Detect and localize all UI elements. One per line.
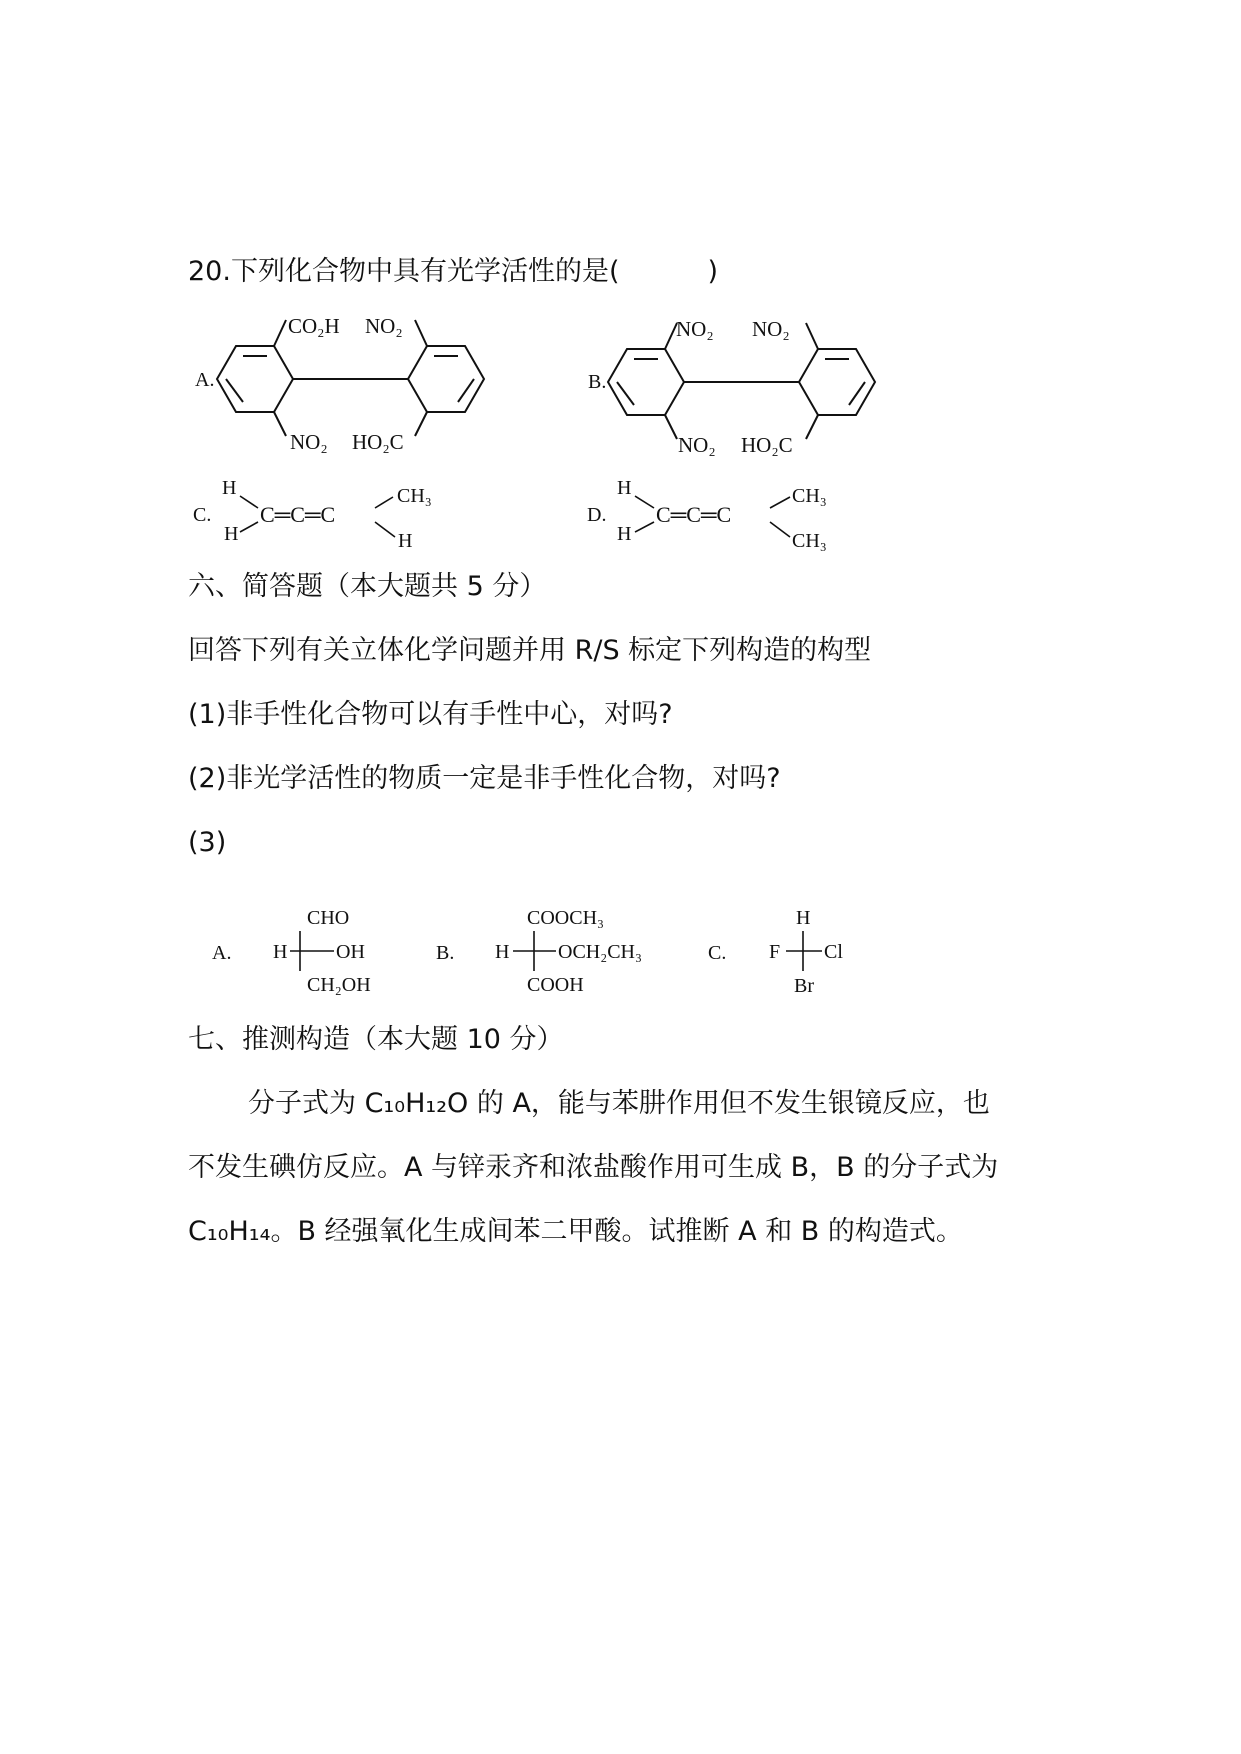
question-20 [188,255,718,289]
option-c-h2: H [224,523,239,545]
section-6-q3: (3) [188,827,227,858]
fischer-c-label: C. [708,942,727,964]
option-d-r1: CH₃ [792,485,827,507]
option-a-top-right: NO₂ [365,314,403,338]
fischer-b-label: B. [436,942,455,964]
fischer-b-bottom: COOH [527,974,584,996]
option-c-h1: H [222,477,237,499]
fischer-a-top: CHO [307,907,350,929]
option-c-r1: CH₃ [397,485,432,507]
option-d-h1: H [617,477,632,499]
question-20-text: 20.下列化合物中具有光学活性的是( [188,256,620,287]
option-b-label: B. [588,371,607,393]
fischer-c-right: Cl [824,941,843,963]
option-a-top-left: CO₂H [288,314,340,338]
section-6-q1: (1)非手性化合物可以有手性中心，对吗? [188,699,673,730]
fischer-c-cross [786,931,822,971]
option-b-top-left: NO₂ [676,317,714,341]
option-b-bottom-left: NO₂ [678,433,716,457]
fischer-a-left: H [273,941,288,963]
fischer-a-label: A. [212,942,232,964]
fischer-b-left: H [495,941,510,963]
fischer-b-top: COOCH₃ [527,907,604,929]
section-7-title: 七、推测构造（本大题 10 分） [188,1024,564,1055]
option-c-r2: H [398,530,413,552]
section-6-q2: (2)非光学活性的物质一定是非手性化合物，对吗? [188,763,781,794]
fischer-projections [0,895,1241,1015]
fischer-c-bottom: Br [794,975,814,997]
option-b-structure [608,323,875,439]
option-d-label: D. [587,504,607,526]
option-b-bottom-right: HO₂C [741,433,793,457]
fischer-a-cross [290,931,334,971]
option-d-r2: CH₃ [792,530,827,552]
option-c-chain: C═C═C [260,502,336,527]
option-a-bottom-left: NO₂ [290,430,328,454]
section-7-paragraph-2: 不发生碘仿反应。A 与锌汞齐和浓盐酸作用可生成 B，B 的分子式为 [188,1152,999,1183]
section-7-paragraph-3: C₁₀H₁₄。B 经强氧化生成间苯二甲酸。试推断 A 和 B 的构造式。 [188,1216,963,1247]
fischer-c-left: F [769,941,781,963]
option-c-label: C. [193,504,212,526]
option-a-bottom-right: HO₂C [352,430,404,454]
section-7-paragraph-1: 分子式为 C₁₀H₁₂O 的 A，能与苯肼作用但不发生银镜反应，也 [248,1088,990,1119]
fischer-c-top: H [796,907,811,929]
fischer-a-bottom: CH₂OH [307,974,371,996]
option-b-top-right: NO₂ [752,317,790,341]
fischer-b-cross [513,931,556,971]
fischer-a-right: OH [336,941,365,963]
option-a-label: A. [195,369,215,391]
section-6-intro: 回答下列有关立体化学问题并用 R/S 标定下列构造的构型 [188,635,872,666]
fischer-b-right: OCH₂CH₃ [558,941,642,963]
section-6-title: 六、简答题（本大题共 5 分） [188,571,547,602]
option-a-structure [217,320,484,436]
option-d-h2: H [617,523,632,545]
option-d-chain: C═C═C [656,502,732,527]
question-20-close: ) [707,256,719,287]
q20-structures [0,300,1241,600]
